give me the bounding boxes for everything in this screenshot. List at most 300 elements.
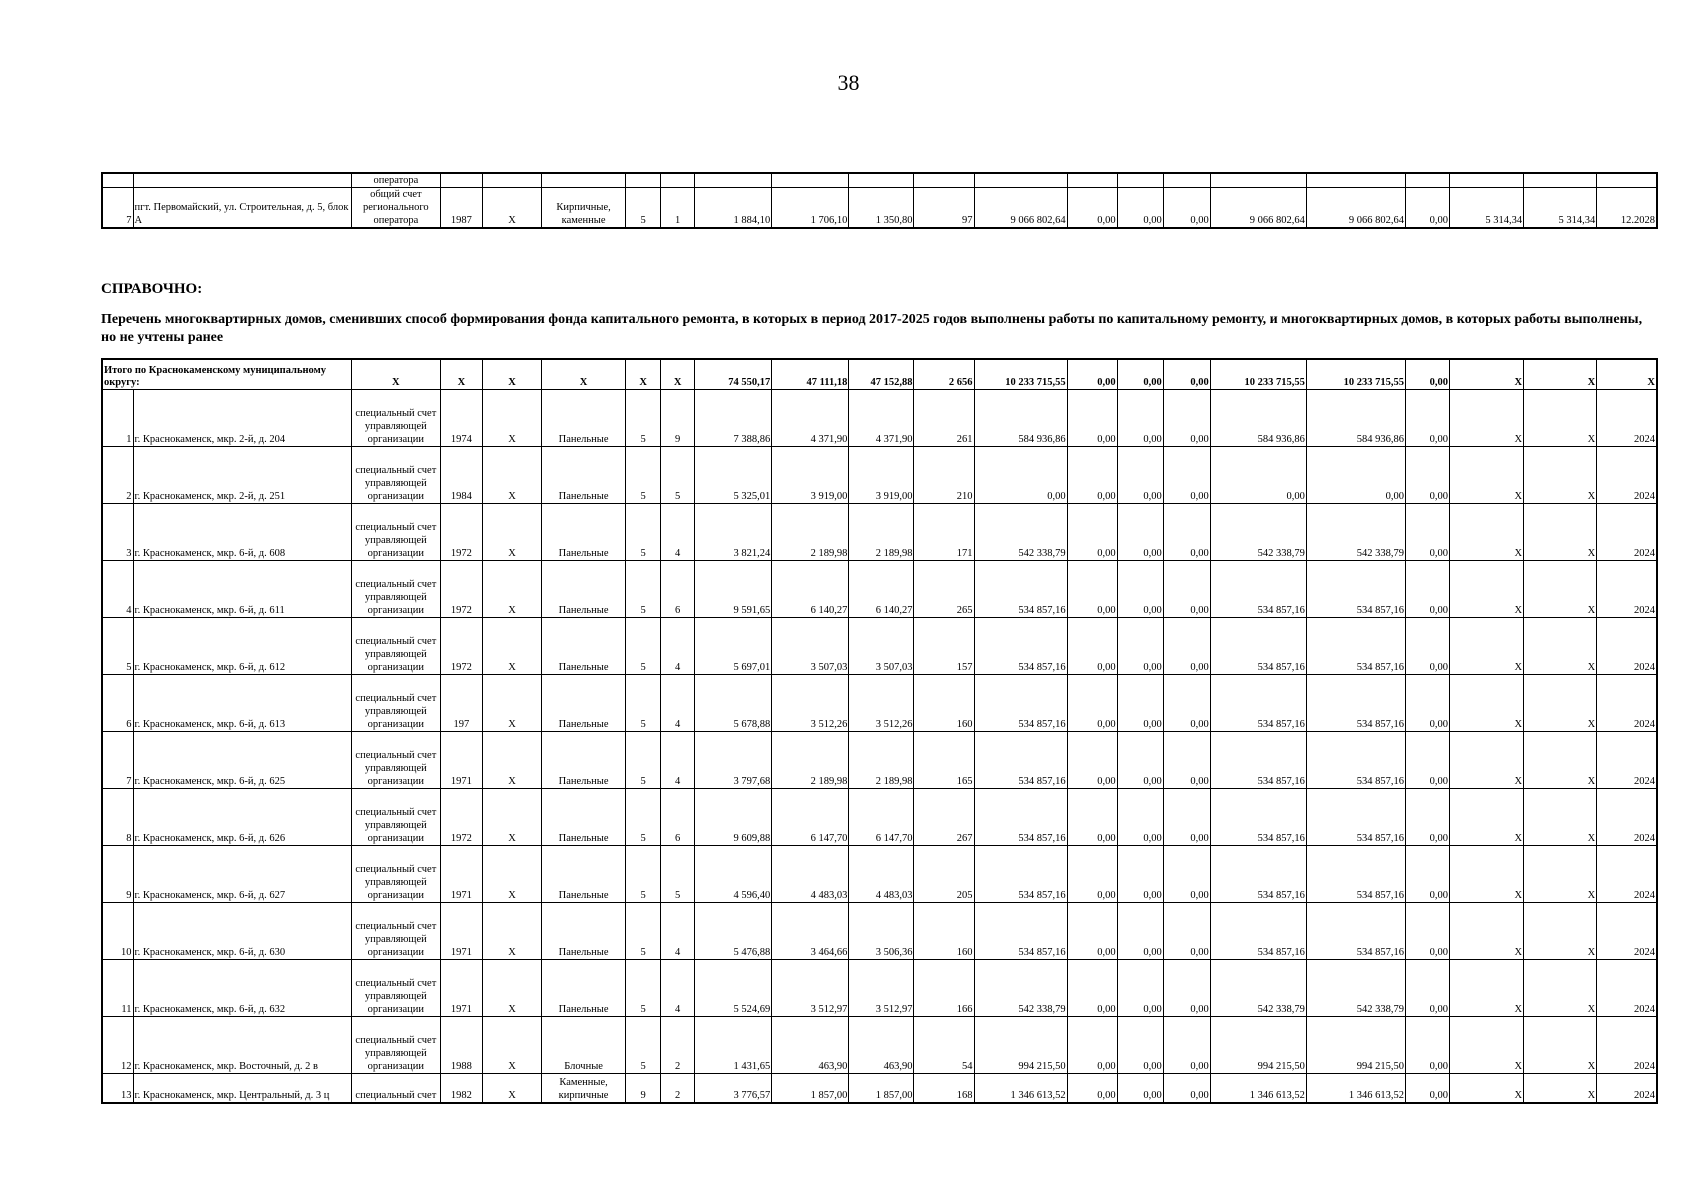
- cell-cost-3: 0,00: [1163, 732, 1210, 789]
- cell-floors: 5: [626, 732, 661, 789]
- cell-cost-1: 0,00: [1067, 390, 1117, 447]
- cell-area-living: 6 140,27: [772, 561, 849, 618]
- cell-cost-7: X: [1450, 359, 1524, 390]
- cell-wall-material: Панельные: [542, 618, 626, 675]
- cell-cost-3: 0,00: [1163, 447, 1210, 504]
- cell-area-living-2: 3 507,03: [849, 618, 914, 675]
- cell-cost-2: 0,00: [1117, 732, 1163, 789]
- cell-residents: 97: [914, 188, 974, 229]
- table-row: [102, 561, 1657, 618]
- cell-cost-8: X: [1524, 732, 1597, 789]
- cell-account-type: специальный счет управляющей организации: [351, 903, 440, 960]
- cell-cost-8: [1524, 173, 1597, 188]
- cell-cost-4: 0,00: [1210, 447, 1306, 504]
- cell-account-type: общий счет регионального оператора: [351, 188, 440, 229]
- cell-entrances: 6: [661, 789, 695, 846]
- cell-area-total: 7 388,86: [695, 390, 772, 447]
- cell-area-living: 4 371,90: [772, 390, 849, 447]
- cell-cost-8: X: [1524, 1074, 1597, 1104]
- table-row: [102, 447, 1657, 504]
- cell-cost-7: X: [1450, 390, 1524, 447]
- cell-area-total: 3 776,57: [695, 1074, 772, 1104]
- cell-residents: 261: [914, 390, 974, 447]
- cell-cost-6: 0,00: [1406, 1074, 1450, 1104]
- cell-floors: 5: [626, 561, 661, 618]
- cell-cost-7: X: [1450, 846, 1524, 903]
- cell-cost-1: 0,00: [1067, 359, 1117, 390]
- main-table: [101, 358, 1658, 1104]
- cell-row-number: 11: [102, 960, 133, 1017]
- cell-area-total: 9 591,65: [695, 561, 772, 618]
- cell-account-type: специальный счет управляющей организации: [351, 561, 440, 618]
- cell-cost-total: 584 936,86: [974, 390, 1067, 447]
- cell-cost-8: X: [1524, 561, 1597, 618]
- cell-cost-1: 0,00: [1067, 675, 1117, 732]
- cell-area-total: 9 609,88: [695, 789, 772, 846]
- cell-cost-6: 0,00: [1406, 188, 1450, 229]
- cell-cost-8: X: [1524, 789, 1597, 846]
- cell-entrances: X: [661, 359, 695, 390]
- cell-cost-1: 0,00: [1067, 903, 1117, 960]
- cell-cost-5: 534 857,16: [1306, 903, 1405, 960]
- cell-cost-6: 0,00: [1406, 504, 1450, 561]
- cell-cost-total: 9 066 802,64: [974, 188, 1067, 229]
- cell-x-mark: X: [482, 618, 541, 675]
- cell-completion-date: 2024: [1597, 903, 1657, 960]
- cell-cost-4: 542 338,79: [1210, 960, 1306, 1017]
- cell-cost-4: 10 233 715,55: [1210, 359, 1306, 390]
- cell-x-mark: X: [482, 561, 541, 618]
- cell-wall-material: Панельные: [542, 561, 626, 618]
- cell-address: г. Краснокаменск, мкр. Восточный, д. 2 в: [133, 1017, 351, 1074]
- cell-cost-7: X: [1450, 561, 1524, 618]
- cell-completion-date: 2024: [1597, 390, 1657, 447]
- cell-cost-3: [1163, 173, 1210, 188]
- cell-cost-total: [974, 173, 1067, 188]
- cell-cost-8: X: [1524, 359, 1597, 390]
- cell-x-mark: X: [482, 1017, 541, 1074]
- cell-account-type: специальный счет управляющей организации: [351, 675, 440, 732]
- table-row: [102, 188, 1657, 229]
- cell-entrances: [661, 173, 695, 188]
- cell-area-total: 3 797,68: [695, 732, 772, 789]
- cell-address: пгт. Первомайский, ул. Строительная, д. 5, блок А: [133, 188, 351, 229]
- cell-cost-total: 534 857,16: [974, 561, 1067, 618]
- cell-cost-3: 0,00: [1163, 390, 1210, 447]
- cell-area-total: 1 884,10: [695, 188, 772, 229]
- cell-row-number: 13: [102, 1074, 133, 1104]
- cell-wall-material: Панельные: [542, 903, 626, 960]
- cell-cost-4: 534 857,16: [1210, 732, 1306, 789]
- cell-cost-7: X: [1450, 504, 1524, 561]
- cell-floors: 5: [626, 390, 661, 447]
- cell-completion-date: X: [1597, 359, 1657, 390]
- cell-area-living: 4 483,03: [772, 846, 849, 903]
- cell-row-number: 5: [102, 618, 133, 675]
- cell-cost-3: 0,00: [1163, 1017, 1210, 1074]
- cell-floors: 5: [626, 188, 661, 229]
- cell-area-total: 74 550,17: [695, 359, 772, 390]
- cell-build-year: 197: [440, 675, 482, 732]
- cell-area-living-2: 47 152,88: [849, 359, 914, 390]
- cell-floors: 5: [626, 675, 661, 732]
- cell-floors: 5: [626, 504, 661, 561]
- cell-cost-6: 0,00: [1406, 732, 1450, 789]
- cell-residents: 54: [914, 1017, 974, 1074]
- cell-account-type: специальный счет управляющей организации: [351, 447, 440, 504]
- cell-entrances: 4: [661, 960, 695, 1017]
- cell-build-year: 1987: [440, 188, 482, 229]
- cell-cost-7: X: [1450, 1017, 1524, 1074]
- cell-account-type: специальный счет управляющей организации: [351, 504, 440, 561]
- cell-row-number: 12: [102, 1017, 133, 1074]
- cell-floors: [626, 173, 661, 188]
- cell-area-total: 3 821,24: [695, 504, 772, 561]
- cell-floors: 5: [626, 1017, 661, 1074]
- cell-cost-total: 534 857,16: [974, 675, 1067, 732]
- cell-residents: 171: [914, 504, 974, 561]
- cell-cost-6: 0,00: [1406, 789, 1450, 846]
- cell-cost-8: X: [1524, 618, 1597, 675]
- cell-cost-5: 542 338,79: [1306, 504, 1405, 561]
- cell-cost-2: 0,00: [1117, 675, 1163, 732]
- cell-cost-4: 542 338,79: [1210, 504, 1306, 561]
- cell-cost-4: 9 066 802,64: [1210, 188, 1306, 229]
- cell-cost-1: 0,00: [1067, 188, 1117, 229]
- table-row: [102, 960, 1657, 1017]
- cell-entrances: 2: [661, 1074, 695, 1104]
- cell-entrances: 4: [661, 903, 695, 960]
- cell-cost-2: 0,00: [1117, 188, 1163, 229]
- cell-completion-date: [1597, 173, 1657, 188]
- cell-cost-6: 0,00: [1406, 960, 1450, 1017]
- cell-area-living: 1 857,00: [772, 1074, 849, 1104]
- cell-cost-1: 0,00: [1067, 561, 1117, 618]
- table-row: [102, 1017, 1657, 1074]
- cell-wall-material: Панельные: [542, 504, 626, 561]
- cell-build-year: 1972: [440, 789, 482, 846]
- cell-x-mark: X: [482, 188, 541, 229]
- cell-completion-date: 2024: [1597, 561, 1657, 618]
- cell-area-living-2: 2 189,98: [849, 732, 914, 789]
- cell-area-total: 5 476,88: [695, 903, 772, 960]
- cell-residents: 2 656: [914, 359, 974, 390]
- cell-entrances: 4: [661, 732, 695, 789]
- cell-cost-8: X: [1524, 390, 1597, 447]
- cell-cost-7: X: [1450, 732, 1524, 789]
- cell-row-number: 2: [102, 447, 133, 504]
- cell-cost-1: 0,00: [1067, 960, 1117, 1017]
- cell-cost-4: 1 346 613,52: [1210, 1074, 1306, 1104]
- cell-cost-2: 0,00: [1117, 447, 1163, 504]
- cell-area-living: 3 919,00: [772, 447, 849, 504]
- cell-completion-date: 2024: [1597, 1017, 1657, 1074]
- cell-address: г. Краснокаменск, мкр. Центральный, д. 3 ц: [133, 1074, 351, 1104]
- cell-cost-1: 0,00: [1067, 447, 1117, 504]
- cell-build-year: 1971: [440, 846, 482, 903]
- table-row: [102, 903, 1657, 960]
- cell-completion-date: 2024: [1597, 789, 1657, 846]
- cell-area-living: 6 147,70: [772, 789, 849, 846]
- table-row: [102, 618, 1657, 675]
- cell-completion-date: 2024: [1597, 675, 1657, 732]
- cell-cost-2: 0,00: [1117, 1074, 1163, 1104]
- cell-cost-5: 534 857,16: [1306, 618, 1405, 675]
- cell-account-type: специальный счет управляющей организации: [351, 618, 440, 675]
- cell-row-number: 3: [102, 504, 133, 561]
- cell-cost-6: 0,00: [1406, 846, 1450, 903]
- cell-residents: 265: [914, 561, 974, 618]
- cell-cost-6: 0,00: [1406, 618, 1450, 675]
- cell-cost-3: 0,00: [1163, 504, 1210, 561]
- cell-cost-5: [1306, 173, 1405, 188]
- cell-cost-8: X: [1524, 504, 1597, 561]
- cell-cost-2: 0,00: [1117, 903, 1163, 960]
- cell-cost-3: 0,00: [1163, 561, 1210, 618]
- cell-cost-3: 0,00: [1163, 846, 1210, 903]
- cell-area-living: 3 464,66: [772, 903, 849, 960]
- cell-area-living-2: 3 512,97: [849, 960, 914, 1017]
- cell-cost-5: 584 936,86: [1306, 390, 1405, 447]
- cell-cost-4: [1210, 173, 1306, 188]
- cell-address: г. Краснокаменск, мкр. 2-й, д. 204: [133, 390, 351, 447]
- cell-residents: 205: [914, 846, 974, 903]
- cell-cost-8: X: [1524, 675, 1597, 732]
- cell-cost-8: X: [1524, 846, 1597, 903]
- cell-cost-total: 994 215,50: [974, 1017, 1067, 1074]
- cell-cost-1: 0,00: [1067, 1017, 1117, 1074]
- table-row: [102, 846, 1657, 903]
- cell-entrances: 9: [661, 390, 695, 447]
- cell-x-mark: X: [482, 675, 541, 732]
- cell-area-living-2: 4 483,03: [849, 846, 914, 903]
- cell-cost-1: 0,00: [1067, 618, 1117, 675]
- cell-cost-8: X: [1524, 903, 1597, 960]
- cell-cost-5: 0,00: [1306, 447, 1405, 504]
- cell-wall-material: Каменные, кирпичные: [542, 1074, 626, 1104]
- cell-cost-8: X: [1524, 447, 1597, 504]
- cell-cost-5: 1 346 613,52: [1306, 1074, 1405, 1104]
- cell-cost-total: 542 338,79: [974, 960, 1067, 1017]
- cell-cost-2: 0,00: [1117, 561, 1163, 618]
- cell-cost-7: X: [1450, 960, 1524, 1017]
- cell-cost-4: 534 857,16: [1210, 846, 1306, 903]
- total-row: [102, 359, 1657, 390]
- cell-x-mark: X: [482, 846, 541, 903]
- cell-area-total: 5 325,01: [695, 447, 772, 504]
- cell-residents: 165: [914, 732, 974, 789]
- cell-cost-3: 0,00: [1163, 903, 1210, 960]
- cell-area-living-2: 1 350,80: [849, 188, 914, 229]
- cell-row-number: 9: [102, 846, 133, 903]
- cell-x-mark: X: [482, 447, 541, 504]
- cell-address: г. Краснокаменск, мкр. 6-й, д. 630: [133, 903, 351, 960]
- cell-cost-5: 994 215,50: [1306, 1017, 1405, 1074]
- cell-cost-1: 0,00: [1067, 504, 1117, 561]
- cell-wall-material: X: [542, 359, 626, 390]
- cell-completion-date: 2024: [1597, 447, 1657, 504]
- cell-entrances: 4: [661, 675, 695, 732]
- cell-cost-7: X: [1450, 903, 1524, 960]
- cell-build-year: 1971: [440, 960, 482, 1017]
- cell-x-mark: X: [482, 1074, 541, 1104]
- cell-build-year: 1984: [440, 447, 482, 504]
- cell-area-living-2: [849, 173, 914, 188]
- cell-area-living: 3 507,03: [772, 618, 849, 675]
- cell-residents: 267: [914, 789, 974, 846]
- cell-entrances: 5: [661, 846, 695, 903]
- cell-account-type: X: [351, 359, 440, 390]
- table-row: [102, 675, 1657, 732]
- cell-floors: X: [626, 359, 661, 390]
- cell-account-type: специальный счет управляющей организации: [351, 846, 440, 903]
- table-row: [102, 1074, 1657, 1104]
- section-title: СПРАВОЧНО:: [101, 281, 203, 297]
- cell-cost-6: 0,00: [1406, 359, 1450, 390]
- cell-row-number: 7: [102, 188, 133, 229]
- cell-entrances: 6: [661, 561, 695, 618]
- cell-residents: 160: [914, 903, 974, 960]
- cell-residents: [914, 173, 974, 188]
- cell-area-living: 47 111,18: [772, 359, 849, 390]
- cell-cost-total: 542 338,79: [974, 504, 1067, 561]
- cell-completion-date: 2024: [1597, 732, 1657, 789]
- cell-cost-5: 534 857,16: [1306, 732, 1405, 789]
- cell-row-number: 6: [102, 675, 133, 732]
- cell-cost-1: 0,00: [1067, 789, 1117, 846]
- cell-build-year: 1974: [440, 390, 482, 447]
- cell-cost-2: 0,00: [1117, 846, 1163, 903]
- cell-residents: 157: [914, 618, 974, 675]
- cell-account-type: специальный счет управляющей организации: [351, 732, 440, 789]
- cell-area-living-2: 3 506,36: [849, 903, 914, 960]
- cell-cost-5: 9 066 802,64: [1306, 188, 1405, 229]
- cell-x-mark: X: [482, 732, 541, 789]
- cell-area-total: 5 678,88: [695, 675, 772, 732]
- cell-build-year: 1971: [440, 732, 482, 789]
- cell-cost-total: 534 857,16: [974, 903, 1067, 960]
- cell-area-total: 5 524,69: [695, 960, 772, 1017]
- cell-cost-3: 0,00: [1163, 675, 1210, 732]
- cell-row-number: 4: [102, 561, 133, 618]
- cell-floors: 5: [626, 903, 661, 960]
- cell-area-living: 2 189,98: [772, 732, 849, 789]
- cell-area-living: 3 512,26: [772, 675, 849, 732]
- cell-residents: 160: [914, 675, 974, 732]
- cell-cost-7: X: [1450, 675, 1524, 732]
- cell-row-number: [102, 173, 133, 188]
- cell-wall-material: Панельные: [542, 960, 626, 1017]
- cell-cost-3: 0,00: [1163, 960, 1210, 1017]
- cell-address: г. Краснокаменск, мкр. 6-й, д. 608: [133, 504, 351, 561]
- cell-area-living-2: 4 371,90: [849, 390, 914, 447]
- cell-entrances: 4: [661, 618, 695, 675]
- cell-floors: 9: [626, 1074, 661, 1104]
- cell-cost-5: 534 857,16: [1306, 789, 1405, 846]
- cell-x-mark: X: [482, 390, 541, 447]
- cell-area-living-2: 3 919,00: [849, 447, 914, 504]
- cell-cost-6: 0,00: [1406, 1017, 1450, 1074]
- cell-area-total: 5 697,01: [695, 618, 772, 675]
- top-table: [101, 172, 1658, 229]
- cell-cost-8: X: [1524, 1017, 1597, 1074]
- cell-cost-1: [1067, 173, 1117, 188]
- cell-cost-2: 0,00: [1117, 960, 1163, 1017]
- cell-area-total: 1 431,65: [695, 1017, 772, 1074]
- cell-area-living-2: 2 189,98: [849, 504, 914, 561]
- cell-floors: 5: [626, 618, 661, 675]
- cell-cost-6: 0,00: [1406, 447, 1450, 504]
- cell-residents: 168: [914, 1074, 974, 1104]
- cell-cost-3: 0,00: [1163, 789, 1210, 846]
- cell-cost-3: 0,00: [1163, 359, 1210, 390]
- cell-cost-6: 0,00: [1406, 903, 1450, 960]
- cell-floors: 5: [626, 846, 661, 903]
- cell-cost-2: 0,00: [1117, 504, 1163, 561]
- cell-cost-4: 534 857,16: [1210, 675, 1306, 732]
- cell-cost-7: 5 314,34: [1450, 188, 1524, 229]
- cell-x-mark: X: [482, 789, 541, 846]
- cell-completion-date: 2024: [1597, 618, 1657, 675]
- cell-cost-1: 0,00: [1067, 1074, 1117, 1104]
- cell-area-living: 1 706,10: [772, 188, 849, 229]
- table-row: [102, 732, 1657, 789]
- cell-entrances: 5: [661, 447, 695, 504]
- cell-address: г. Краснокаменск, мкр. 6-й, д. 626: [133, 789, 351, 846]
- cell-floors: 5: [626, 447, 661, 504]
- cell-cost-2: 0,00: [1117, 618, 1163, 675]
- table-row: [102, 173, 1657, 188]
- cell-build-year: 1982: [440, 1074, 482, 1104]
- cell-cost-7: X: [1450, 1074, 1524, 1104]
- cell-cost-2: 0,00: [1117, 789, 1163, 846]
- cell-cost-7: [1450, 173, 1524, 188]
- cell-cost-7: X: [1450, 789, 1524, 846]
- cell-x-mark: X: [482, 359, 541, 390]
- total-label: Итого по Краснокаменскому муниципальному округу:: [102, 359, 351, 390]
- cell-wall-material: Панельные: [542, 390, 626, 447]
- cell-area-total: 4 596,40: [695, 846, 772, 903]
- cell-entrances: 1: [661, 188, 695, 229]
- cell-address: г. Краснокаменск, мкр. 6-й, д. 625: [133, 732, 351, 789]
- cell-build-year: X: [440, 359, 482, 390]
- cell-account-type: специальный счет управляющей организации: [351, 789, 440, 846]
- cell-area-total: [695, 173, 772, 188]
- cell-address: г. Краснокаменск, мкр. 6-й, д. 632: [133, 960, 351, 1017]
- cell-cost-6: [1406, 173, 1450, 188]
- cell-area-living-2: 463,90: [849, 1017, 914, 1074]
- cell-address: г. Краснокаменск, мкр. 2-й, д. 251: [133, 447, 351, 504]
- cell-residents: 210: [914, 447, 974, 504]
- cell-row-number: 7: [102, 732, 133, 789]
- cell-build-year: 1972: [440, 504, 482, 561]
- cell-cost-2: 0,00: [1117, 1017, 1163, 1074]
- cell-cost-total: 534 857,16: [974, 846, 1067, 903]
- cell-cost-total: 1 346 613,52: [974, 1074, 1067, 1104]
- cell-cost-6: 0,00: [1406, 675, 1450, 732]
- cell-address: г. Краснокаменск, мкр. 6-й, д. 627: [133, 846, 351, 903]
- cell-completion-date: 2024: [1597, 1074, 1657, 1104]
- cell-wall-material: Панельные: [542, 675, 626, 732]
- cell-address: [133, 173, 351, 188]
- cell-row-number: 8: [102, 789, 133, 846]
- cell-account-type: специальный счет управляющей организации: [351, 1017, 440, 1074]
- cell-wall-material: Панельные: [542, 447, 626, 504]
- cell-cost-4: 534 857,16: [1210, 903, 1306, 960]
- cell-build-year: 1971: [440, 903, 482, 960]
- cell-address: г. Краснокаменск, мкр. 6-й, д. 613: [133, 675, 351, 732]
- cell-wall-material: Панельные: [542, 732, 626, 789]
